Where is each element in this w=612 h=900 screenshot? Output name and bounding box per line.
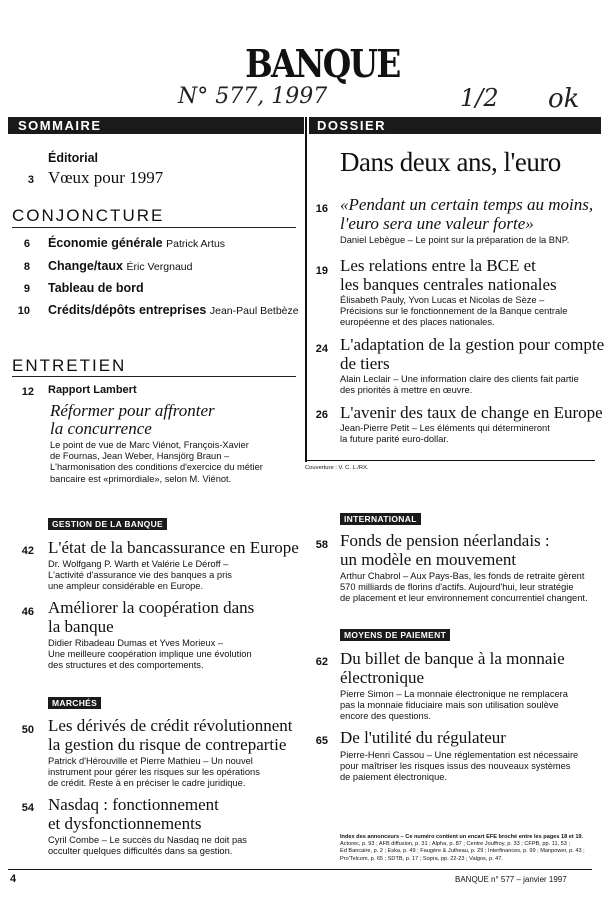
dossier-headline: Dans deux ans, l'euro bbox=[340, 147, 561, 177]
marches-page-1: 50 bbox=[21, 724, 34, 736]
dossier-desc-2-line: Précisions sur le fonctionnement de la Banque centrale bbox=[340, 306, 568, 317]
conj-item-1[interactable] bbox=[48, 236, 225, 250]
page-number: 4 bbox=[10, 873, 17, 885]
paiement-page-1: 62 bbox=[315, 656, 328, 668]
international-desc-line: 570 milliards de florins d'actifs. Aujourd'hui, leur stratégie bbox=[340, 582, 574, 593]
dossier-page-4: 26 bbox=[315, 409, 328, 421]
dossier-title-3[interactable] bbox=[340, 335, 604, 373]
entretien-desc-line: bancaire est «primordiale», selon M. Viénot. bbox=[50, 473, 232, 484]
paiement-page-2: 65 bbox=[315, 735, 328, 747]
international-desc-line: Arthur Chabrol – Aux Pays-Bas, les fonds de retraite gèrent bbox=[340, 571, 585, 581]
conj-author-1: Patrick Artus bbox=[166, 238, 226, 250]
gestion-title-2-line: Améliorer la coopération dans bbox=[48, 598, 255, 617]
conj-item-2[interactable] bbox=[48, 259, 192, 273]
conj-title-3: Tableau de bord bbox=[48, 281, 144, 295]
footer-rule bbox=[8, 869, 592, 870]
marches-page-2: 54 bbox=[21, 802, 34, 814]
marches-title-1[interactable] bbox=[48, 716, 293, 754]
gestion-desc-1-line: une ampleur considérable en Europe. bbox=[48, 581, 204, 592]
paiement-desc-1 bbox=[340, 689, 568, 723]
entretien-rule bbox=[12, 376, 296, 377]
entretien-desc-line: Le point de vue de Marc Viénot, François-Xavier bbox=[50, 440, 249, 450]
dossier-page-3: 24 bbox=[315, 343, 328, 355]
gestion-title-2-line: la banque bbox=[48, 617, 114, 636]
paiement-desc-1-line: encore des questions. bbox=[340, 711, 431, 722]
paiement-tag: MOYENS DE PAIEMENT bbox=[340, 629, 450, 641]
dossier-title-4[interactable] bbox=[340, 403, 603, 422]
conj-title-2: Change/taux bbox=[48, 259, 124, 273]
dossier-title-2-line: Les relations entre la BCE et bbox=[340, 256, 536, 275]
conj-author-2: Éric Vergnaud bbox=[126, 261, 193, 273]
conj-page-1: 6 bbox=[23, 238, 30, 250]
marches-desc-1 bbox=[48, 756, 260, 790]
advertisers-heading: Index des annonceurs – Ce numéro contient un encart EFE broché entre les pages 18 et 19. bbox=[340, 834, 584, 840]
paiement-desc-2-line: Pierre-Henri Cassou – Une réglementation est nécessaire bbox=[340, 750, 579, 760]
dossier-title-3-line: L'adaptation de la gestion pour compte bbox=[340, 335, 605, 354]
gestion-desc-2 bbox=[48, 638, 252, 672]
dossier-desc-3-line: Alain Leclair – Une information claire des clients fait partie bbox=[340, 374, 579, 384]
international-title-line: un modèle en mouvement bbox=[340, 550, 517, 569]
conj-title-1: Économie générale bbox=[48, 236, 163, 250]
entretien-desc-line: de Fournas, Jean Weber, Hansjörg Braun – bbox=[50, 451, 230, 462]
marches-title-2[interactable] bbox=[48, 795, 219, 833]
marches-title-1-line: la gestion du risque de contrepartie bbox=[48, 735, 287, 754]
conj-page-2: 8 bbox=[23, 261, 30, 273]
gestion-title-2[interactable] bbox=[48, 598, 254, 636]
entretien-header: ENTRETIEN bbox=[12, 356, 127, 375]
gestion-title-1[interactable]: L'état de la bancassurance en Europe bbox=[48, 538, 299, 557]
dossier-title-2-line: les banques centrales nationales bbox=[340, 275, 557, 294]
gestion-desc-2-line: Didier Ribadeau Dumas et Yves Morieux – bbox=[48, 638, 224, 648]
advertisers-line: Pro'Telcom, p. 65 ; SDTB, p. 17 ; Sopra, pp. 22-23 ; Valgos, p. 47. bbox=[340, 855, 503, 862]
dossier-title-1-line: «Pendant un certain temps au moins, bbox=[340, 195, 594, 214]
editorial-page: 3 bbox=[27, 174, 34, 186]
international-desc-line: de placement et leur environnement concurrentiel changent. bbox=[340, 593, 588, 604]
paiement-title-1-line: Du billet de banque à la monnaie bbox=[340, 649, 565, 668]
conj-item-4[interactable] bbox=[48, 303, 299, 317]
gestion-desc-2-line: des structures et des comportements. bbox=[48, 660, 204, 671]
conj-author-4: Jean-Paul Betbèze bbox=[209, 305, 299, 317]
dossier-desc-2-line: européenne et des places nationales. bbox=[340, 317, 495, 328]
advertisers-line: Actorec, p. 93 ; AFB diffusion, p. 31 ; Alpha, p. 87 ; Centre Jouffroy, p. 33 ; CFPB, pp. 11, 53 ; bbox=[340, 841, 570, 848]
advertisers-line: Ed Bancaire, p. 2 ; Eska, p. 49 ; Faugère & Jutheau, p. 29 ; Interfinances, p. 99 ; Manpower, p. 43 ; bbox=[340, 848, 585, 855]
dossier-desc-1: Daniel Lebègue – Le point sur la préparation de la BNP. bbox=[340, 235, 570, 245]
dossier-bottom-rule bbox=[305, 460, 595, 461]
editorial-label: Éditorial bbox=[48, 151, 99, 165]
international-page: 58 bbox=[315, 539, 328, 551]
gestion-desc-2-line: Une meilleure coopération implique une évolution bbox=[48, 649, 252, 660]
dossier-title-4-line: L'avenir des taux de change en Europe bbox=[340, 403, 603, 422]
dossier-desc-4-line: Jean-Pierre Petit – Les éléments qui détermineront bbox=[340, 423, 550, 433]
marches-desc-1-line: instrument pour gérer les risques sur les opérations bbox=[48, 767, 260, 778]
paiement-desc-2-line: pour maîtriser les risques issus des nouveaux systèmes bbox=[340, 761, 571, 772]
dossier-title-1[interactable] bbox=[340, 195, 593, 233]
entretien-desc bbox=[50, 440, 263, 485]
marches-tag: MARCHÉS bbox=[48, 697, 101, 709]
paiement-desc-2 bbox=[340, 750, 578, 784]
conj-page-3: 9 bbox=[23, 283, 30, 295]
paiement-desc-2-line: de paiement électronique. bbox=[340, 772, 447, 783]
marches-desc-2 bbox=[48, 835, 247, 857]
dossier-desc-2-line: Élisabeth Pauly, Yvon Lucas et Nicolas de Sèze – bbox=[340, 295, 545, 305]
handwritten-issue-note: N° 577, 1997 bbox=[178, 84, 328, 109]
gestion-page-1: 42 bbox=[21, 545, 34, 557]
paiement-title-1-line: électronique bbox=[340, 668, 425, 687]
dossier-desc-4 bbox=[340, 423, 550, 445]
entretien-title-2[interactable]: la concurrence bbox=[50, 419, 152, 438]
international-title[interactable] bbox=[340, 531, 550, 569]
marches-title-2-line: Nasdaq : fonctionnement bbox=[48, 795, 219, 814]
dossier-desc-3-line: des priorités à mettre en œuvre. bbox=[340, 385, 473, 396]
marches-desc-2-line: occulter quelques difficultés dans sa gestion. bbox=[48, 846, 233, 857]
paiement-desc-1-line: Pierre Simon – La monnaie électronique ne remplacera bbox=[340, 689, 568, 699]
dossier-desc-3 bbox=[340, 374, 579, 396]
marches-title-2-line: et dysfonctionnements bbox=[48, 814, 202, 833]
dossier-title-1-line: l'euro sera une valeur forte» bbox=[340, 214, 534, 233]
entretien-title-1[interactable]: Réformer pour affronter bbox=[50, 401, 215, 420]
international-desc bbox=[340, 571, 588, 605]
masthead-logo: BANQUE bbox=[245, 41, 400, 86]
international-tag: INTERNATIONAL bbox=[340, 513, 421, 525]
dossier-page-1: 16 bbox=[315, 203, 328, 215]
conj-page-4: 10 bbox=[17, 305, 30, 317]
dossier-desc-4-line: la future parité euro-dollar. bbox=[340, 434, 449, 445]
conjoncture-header: CONJONCTURE bbox=[12, 206, 165, 225]
gestion-desc-1-line: Dr. Wolfgang P. Warth et Valérie Le Déroff – bbox=[48, 559, 229, 569]
handwritten-ok: ok bbox=[548, 84, 580, 114]
paiement-desc-1-line: pas la monnaie fiduciaire mais son utilisation soulève bbox=[340, 700, 559, 711]
entretien-page: 12 bbox=[21, 386, 34, 398]
international-title-line: Fonds de pension néerlandais : bbox=[340, 531, 550, 550]
gestion-desc-1-line: L'activité d'assurance vie des banques a pris bbox=[48, 570, 232, 581]
dossier-title-2[interactable] bbox=[340, 256, 557, 294]
advertisers-index bbox=[340, 834, 596, 863]
editorial-title[interactable]: Vœux pour 1997 bbox=[48, 168, 164, 187]
handwritten-fraction: 1/2 bbox=[460, 84, 499, 112]
marches-desc-2-line: Cyril Combe – Le succès du Nasdaq ne doit pas bbox=[48, 835, 247, 845]
conj-title-4: Crédits/dépôts entreprises bbox=[48, 303, 207, 317]
dossier-bar: DOSSIER bbox=[309, 117, 601, 134]
conj-item-3[interactable] bbox=[48, 281, 144, 295]
dossier-title-3-line: de tiers bbox=[340, 354, 390, 373]
cover-credit: Couverture : V. C. L./RX. bbox=[305, 465, 369, 471]
conjoncture-rule bbox=[12, 227, 296, 228]
dossier-page-2: 19 bbox=[315, 265, 328, 277]
marches-title-1-line: Les dérivés de crédit révolutionnent bbox=[48, 716, 293, 735]
paiement-title-2[interactable]: De l'utilité du régulateur bbox=[340, 728, 506, 747]
marches-desc-1-line: Patrick d'Hérouville et Pierre Mathieu – Un nouvel bbox=[48, 756, 253, 766]
marches-desc-1-line: de crédit. Reste à en préciser le cadre juridique. bbox=[48, 778, 246, 789]
paiement-title-1[interactable] bbox=[340, 649, 565, 687]
footer-issue: BANQUE n° 577 – janvier 1997 bbox=[455, 875, 567, 884]
dossier-desc-2 bbox=[340, 295, 567, 329]
entretien-desc-line: L'harmonisation des conditions d'exercice du métier bbox=[50, 462, 263, 473]
sommaire-bar: SOMMAIRE bbox=[8, 117, 304, 134]
gestion-page-2: 46 bbox=[21, 606, 34, 618]
gestion-tag: GESTION DE LA BANQUE bbox=[48, 518, 167, 530]
gestion-desc-1 bbox=[48, 559, 232, 593]
entretien-label: Rapport Lambert bbox=[48, 384, 137, 396]
